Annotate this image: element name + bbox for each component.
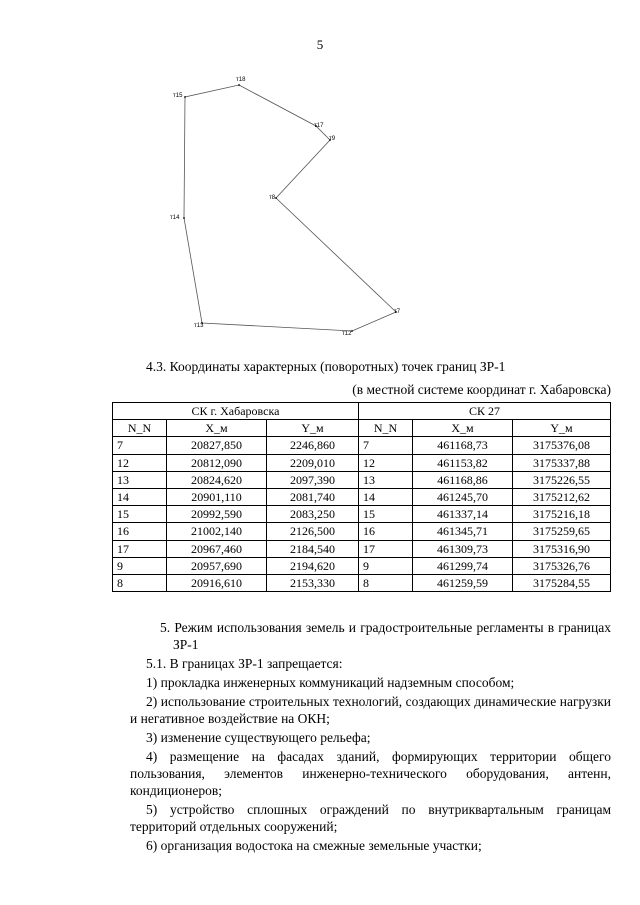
- table-cell: 3175259,65: [513, 523, 611, 540]
- table-row: [113, 557, 611, 574]
- boundary-point: [184, 96, 186, 98]
- table-cell: 20824,620: [167, 471, 267, 488]
- table-cell: 13: [113, 471, 167, 488]
- table-row: [113, 574, 611, 591]
- coordinates-subheading: (в местной системе координат г. Хабаровска): [352, 382, 611, 397]
- table-cell: 8: [359, 574, 413, 591]
- boundary-point-label: т18: [236, 77, 246, 83]
- boundary-point-label: т13: [194, 323, 204, 329]
- table-cell: 2081,740: [267, 488, 359, 505]
- table-cell: 461168,73: [413, 437, 513, 454]
- table-cell: 20827,850: [167, 437, 267, 454]
- table-cell: 16: [359, 523, 413, 540]
- table-cell: 2184,540: [267, 540, 359, 557]
- boundary-point-label: т8: [269, 195, 276, 201]
- table-cell: 20957,690: [167, 557, 267, 574]
- coordinates-table: [112, 402, 611, 592]
- list-item: 5) устройство сплошных ограждений по внутриквартальным границам территорий отдельных сооружений;: [130, 802, 611, 834]
- table-cell: 20812,090: [167, 454, 267, 471]
- table-row: [113, 540, 611, 557]
- table-cell: 20992,590: [167, 506, 267, 523]
- table-cell: 17: [113, 540, 167, 557]
- table-cell: 15: [113, 506, 167, 523]
- table-row: [113, 471, 611, 488]
- boundary-point: [183, 217, 185, 219]
- boundary-point-label: т17: [314, 123, 324, 129]
- list-item: 6) организация водостока на смежные земельные участки;: [146, 838, 482, 853]
- column-header: N_N: [359, 420, 413, 437]
- table-cell: 20967,460: [167, 540, 267, 557]
- table-cell: 3175216,18: [513, 506, 611, 523]
- table-cell: 461309,73: [413, 540, 513, 557]
- table-cell: 2153,330: [267, 574, 359, 591]
- table-row: [113, 437, 611, 454]
- table-cell: 3175316,90: [513, 540, 611, 557]
- table-cell: 3175226,55: [513, 471, 611, 488]
- group-header-sk27: СК 27: [359, 403, 611, 420]
- table-cell: 9: [113, 557, 167, 574]
- boundary-point-label: т9: [329, 136, 336, 142]
- table-cell: 2194,620: [267, 557, 359, 574]
- table-cell: 461345,71: [413, 523, 513, 540]
- page-number: 5: [316, 37, 324, 52]
- table-cell: 2209,010: [267, 454, 359, 471]
- table-cell: 7: [113, 437, 167, 454]
- table-cell: 20901,110: [167, 488, 267, 505]
- boundary-point-label: т15: [173, 93, 183, 99]
- table-cell: 461299,74: [413, 557, 513, 574]
- section-5-1: 5.1. В границах ЗР-1 запрещается:: [146, 656, 343, 671]
- column-header: X_м: [167, 420, 267, 437]
- table-row: [113, 454, 611, 471]
- table-cell: 461259,59: [413, 574, 513, 591]
- column-header: Y_м: [513, 420, 611, 437]
- list-item: 2) использование строительных технологий, создающих динамические нагрузки и негативное воздействие на ОКН;: [130, 694, 611, 726]
- table-cell: 9: [359, 557, 413, 574]
- table-cell: 461153,82: [413, 454, 513, 471]
- table-cell: 461245,70: [413, 488, 513, 505]
- table-cell: 3175326,76: [513, 557, 611, 574]
- table-cell: 13: [359, 471, 413, 488]
- boundary-point: [238, 84, 240, 86]
- table-cell: 8: [113, 574, 167, 591]
- table-cell: 461168,86: [413, 471, 513, 488]
- table-cell: 12: [113, 454, 167, 471]
- table-cell: 14: [359, 488, 413, 505]
- table-row: [113, 488, 611, 505]
- table-group-header: [113, 403, 611, 420]
- table-cell: 15: [359, 506, 413, 523]
- table-cell: 21002,140: [167, 523, 267, 540]
- coordinates-heading: 4.3. Координаты характерных (поворотных) точек границ ЗР-1: [146, 359, 506, 374]
- section-5-list: [130, 674, 611, 854]
- column-header: X_м: [413, 420, 513, 437]
- table-column-header: [113, 420, 611, 437]
- table-cell: 461337,14: [413, 506, 513, 523]
- table-cell: 3175337,88: [513, 454, 611, 471]
- table-cell: 17: [359, 540, 413, 557]
- boundary-point-label: т7: [394, 309, 401, 315]
- boundary-point: [275, 197, 277, 199]
- boundary-outline: [184, 85, 396, 331]
- table-cell: 3175212,62: [513, 488, 611, 505]
- group-header-khabarovsk: СК г. Хабаровска: [113, 403, 359, 420]
- table-body: [113, 437, 611, 592]
- table-cell: 2083,250: [267, 506, 359, 523]
- column-header: N_N: [113, 420, 167, 437]
- table-cell: 7: [359, 437, 413, 454]
- table-cell: 14: [113, 488, 167, 505]
- boundary-plan: [160, 70, 420, 345]
- table-cell: 20916,610: [167, 574, 267, 591]
- table-row: [113, 506, 611, 523]
- section-5-title: 5. Режим использования земель и градостроительные регламенты в границах ЗР-1: [160, 620, 611, 652]
- table-row: [113, 523, 611, 540]
- table-cell: 2126,500: [267, 523, 359, 540]
- boundary-point-label: т14: [170, 215, 180, 221]
- list-item: 1) прокладка инженерных коммуникаций надземным способом;: [146, 675, 515, 690]
- table-cell: 3175376,08: [513, 437, 611, 454]
- table-cell: 2246,860: [267, 437, 359, 454]
- list-item: 3) изменение существующего рельефа;: [146, 730, 371, 745]
- table-cell: 3175284,55: [513, 574, 611, 591]
- list-item: 4) размещение на фасадах зданий, формирующих территории общего пользования, элементов инженерно-технического оборудования, антенн, кондиционеров;: [130, 749, 611, 798]
- column-header: Y_м: [267, 420, 359, 437]
- boundary-point-label: т12: [342, 331, 352, 337]
- table-cell: 12: [359, 454, 413, 471]
- table-cell: 2097,390: [267, 471, 359, 488]
- table-cell: 16: [113, 523, 167, 540]
